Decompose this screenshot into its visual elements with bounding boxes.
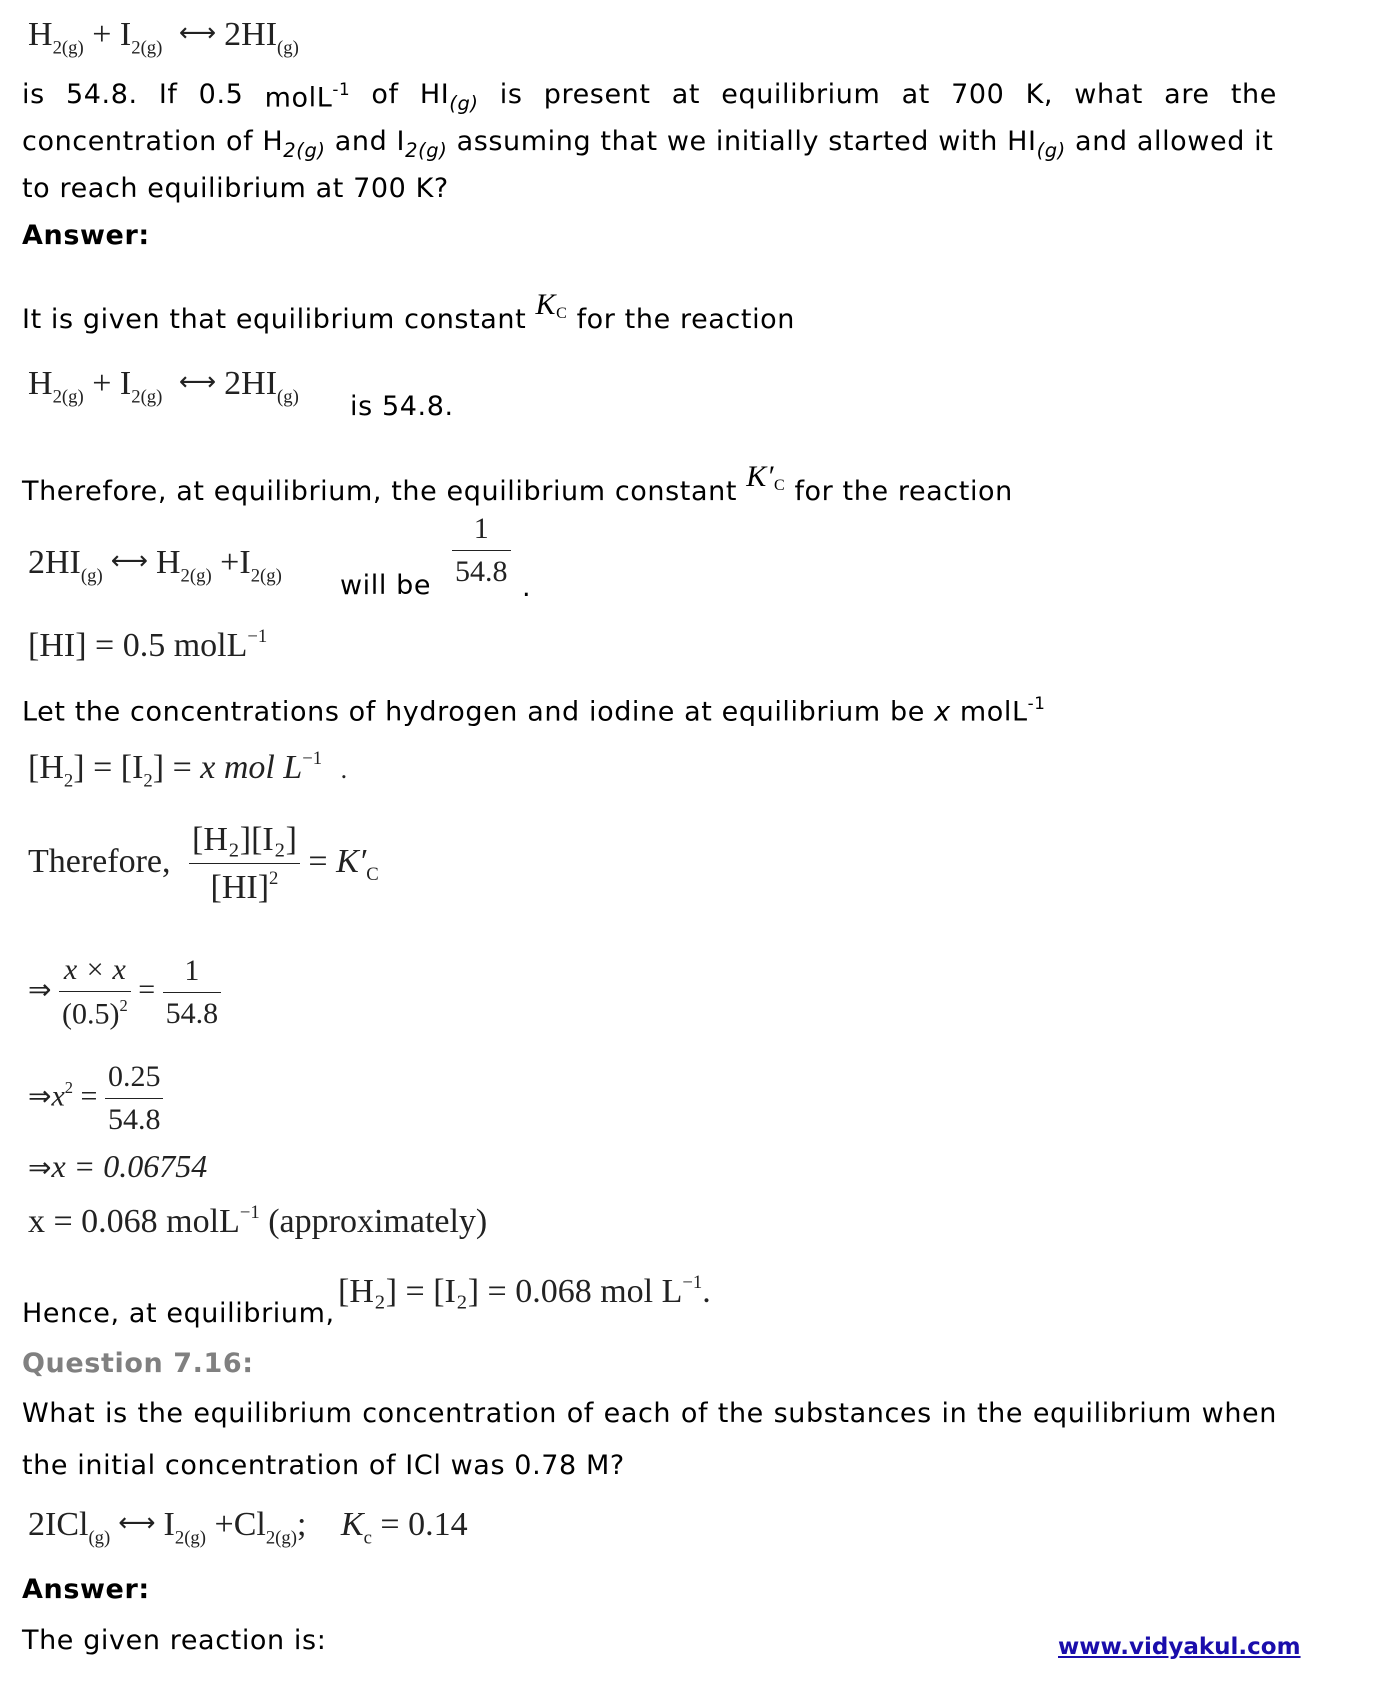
- therefore-constant-text: Therefore, at equilibrium, the equilibrium constant K′C for the reaction: [22, 460, 1013, 507]
- period: .: [522, 572, 532, 603]
- equation-therefore-fraction: Therefore, $\frac{\text{[H₂][I₂]}}{[HI]^2}$ = $K'_C$: [28, 821, 379, 907]
- equation-icl-reaction: 2ICl$_{(g)}$ ⟷ $I_{2(g)} +Cl_{2(g)}$; $K_c = 0.14$: [28, 1506, 468, 1549]
- equation-reaction-given: $H_{2(g)} + I_{2(g)}$ ⟷ $2HI_{(g)}$: [28, 365, 299, 408]
- fraction-1-over-54-8: $\frac{1}{54.8}$: [452, 514, 511, 587]
- equilibrium-arrow-icon: ⟷: [110, 546, 148, 576]
- equation-x-squared: $\Rightarrow x^2$ = $\frac{0.25}{54.8}$: [28, 1062, 163, 1135]
- paragraph-line-2: concentration of $H_{2(g)}$ and $I_{2(g)}$ assuming that we initially started with $HI_{(g)}$ and allowed it: [22, 126, 1274, 162]
- paragraph-line-3: to reach equilibrium at 700 K?: [22, 173, 449, 204]
- equilibrium-arrow-icon: ⟷: [178, 18, 217, 48]
- equation-x-times-x: ⇒ $\frac{x \times x}{(0.5)^2}$ = $\frac{1}{54.8}$: [28, 955, 221, 1029]
- given-constant-text: It is given that equilibrium constant KC for the reaction: [22, 288, 796, 335]
- answer-heading-1: Answer:: [22, 220, 150, 251]
- paragraph-line-1: is 54.8. If 0.5 molL$^{-1}$ of $HI_{(g)}$ is present at equilibrium at 700 K, what are the: [22, 79, 1277, 115]
- is-54-8-text: is 54.8.: [350, 391, 454, 422]
- equation-final-concentration: [H₂] = [I₂] = 0.068 mol $L^{-1}$.: [338, 1272, 711, 1311]
- equilibrium-arrow-icon: ⟷: [178, 367, 217, 397]
- equation-hi-concentration: [HI] = 0.5 molL$^{-1}$: [28, 626, 268, 665]
- given-reaction-text: The given reaction is:: [22, 1625, 327, 1656]
- equation-reaction-top: $H_{2(g)} + I_{2(g)}$ ⟷ $2HI_{(g)}$: [28, 16, 299, 59]
- question-line-2: the initial concentration of ICl was 0.78 M?: [22, 1450, 625, 1481]
- let-concentrations-text: Let the concentrations of hydrogen and iodine at equilibrium be x molL$^{-1}$: [22, 693, 1046, 728]
- question-line-1: What is the equilibrium concentration of each of the substances in the equilibrium when: [22, 1398, 1277, 1429]
- question-heading: Question 7.16:: [22, 1348, 254, 1379]
- kc-symbol: KC: [535, 288, 568, 322]
- will-be-text: will be: [340, 570, 432, 601]
- kc-prime-symbol: K′C: [746, 460, 786, 494]
- hence-text: Hence, at equilibrium,: [22, 1298, 335, 1329]
- equation-reverse-reaction: $2HI_{(g)}$ ⟷ $H_{2(g)} +I_{2(g)}$: [28, 544, 282, 587]
- footer-website-link[interactable]: www.vidyakul.com: [1058, 1634, 1301, 1660]
- equation-h2-i2-x: $[H_2] = [I_2] = x$ mol $L^{-1}$ .: [28, 748, 348, 792]
- equation-x-value: ⇒x = 0.06754: [28, 1148, 208, 1184]
- equation-x-approx: x = 0.068 molL$^{-1}$ (approximately): [28, 1202, 488, 1241]
- answer-heading-2: Answer:: [22, 1574, 150, 1605]
- equilibrium-arrow-icon: ⟷: [118, 1508, 156, 1538]
